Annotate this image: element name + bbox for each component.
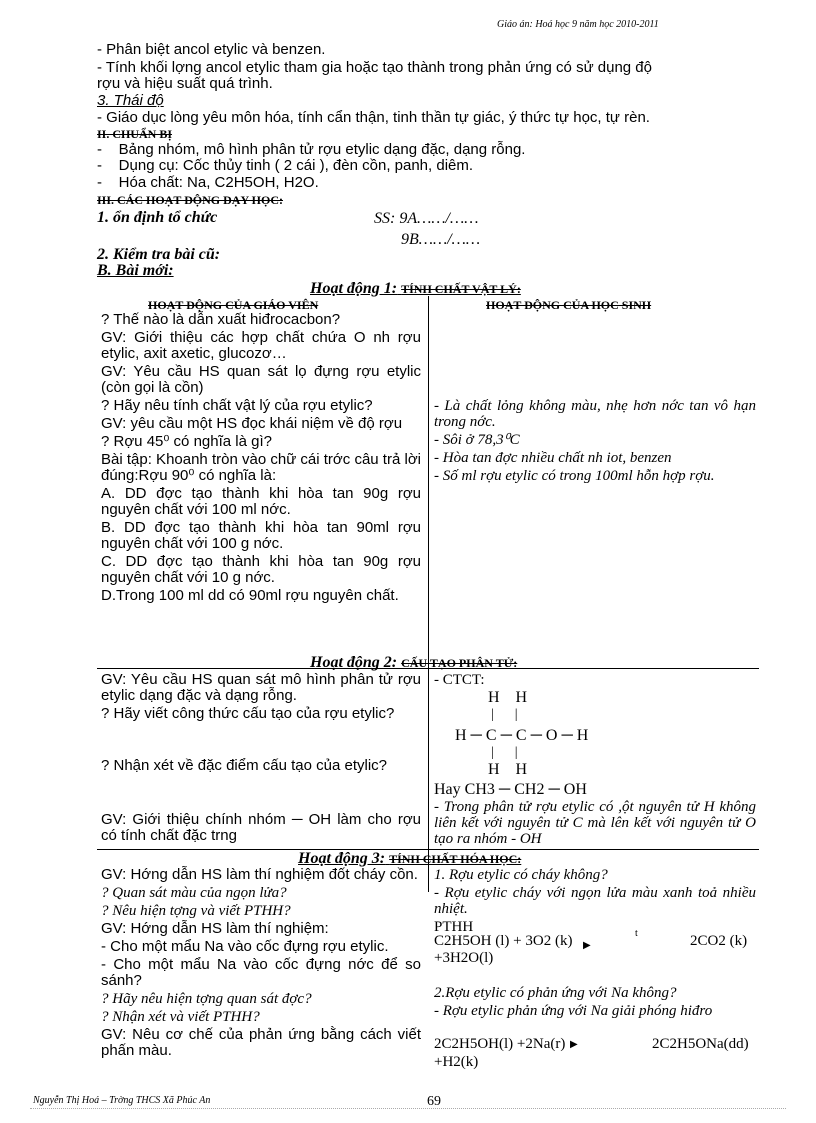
- prep-bullet-1: - Bảng nhóm, mô hình phân tử rợu etylic dạng đặc, dạng rỗng.: [97, 141, 526, 158]
- equation-2-right: 2C2H5ONa(dd): [652, 1036, 749, 1052]
- a3-right-5: - Rợu etylic phản ứng với Na giải phóng hiđro: [434, 1003, 713, 1019]
- a1-left-6: Bài tập: Khoanh tròn vào chữ cái trớc câu trả lời đúng:Rợu 90⁰ có nghĩa là:: [101, 451, 421, 484]
- a1-left-3: ? Hãy nêu tính chất vật lý của rợu etylic?: [101, 397, 373, 414]
- activity-1-label: Hoạt động 1:: [310, 280, 398, 297]
- footer-author: Nguyễn Thị Hoá – Trờng THCS Xã Phúc An: [33, 1095, 211, 1106]
- a1-right-2: - Hòa tan đợc nhiều chất nh iot, benzen: [434, 450, 672, 466]
- heat-symbol: t: [635, 928, 638, 939]
- page-header: Giáo án: Hoá học 9 năm học 2010-2011: [497, 19, 659, 30]
- a2-left-4-wrap: [101, 812, 421, 846]
- a1-left-7: A. DD đợc tạo thành khi hòa tan 90g rợu nguyên chất với 100 ml nớc.: [101, 485, 421, 518]
- activities-title: III. CÁC HOẠT ĐỘNG DẠY HỌC:: [97, 193, 284, 207]
- activity-3-student-column: [434, 867, 756, 937]
- a1-right-1: - Sôi ở 78,3⁰C: [434, 432, 520, 448]
- a2-note-wrap: [434, 799, 756, 849]
- a2-left-1: GV: Yêu cầu HS quan sát mô hình phân tử rợu etylic dạng đặc và dạng rỗng.: [101, 671, 421, 704]
- a2-left-3: ? Nhận xét về đặc điểm cấu tạo của etylic?: [101, 757, 387, 774]
- structural-formula-label: - CTCT:: [434, 672, 485, 688]
- footer-rule: [30, 1108, 786, 1109]
- equation-2-cont: +H2(k): [434, 1054, 479, 1070]
- a3-right-1: 1. Rợu etylic có cháy không?: [434, 867, 608, 883]
- section-b-title: B. Bài mới:: [97, 262, 174, 279]
- attitude-title: 3. Thái độ: [97, 92, 164, 109]
- activity-2-label: Hoạt động 2:: [310, 654, 398, 671]
- prep-item-2: Dụng cụ: Cốc thủy tinh ( 2 cái ), đèn cồn, panh, diêm.: [118, 157, 474, 174]
- class-9a-attendance: SS: 9A……/……: [374, 210, 479, 227]
- activity-1-teacher-column: [101, 312, 421, 606]
- a2-left-2: ? Hãy viết công thức cấu tạo của rợu etylic?: [101, 705, 395, 722]
- prep-item-1: Bảng nhóm, mô hình phân tử rợu etylic dạng đặc, dạng rỗng.: [118, 141, 526, 158]
- a3-left-5: - Cho một mẩu Na vào cốc đựng nớc để so sánh?: [101, 956, 421, 989]
- prep-bullet-2: - Dụng cụ: Cốc thủy tinh ( 2 cái ), đèn cồn, panh, diêm.: [97, 157, 474, 174]
- reaction-arrow-2-icon: ▶: [570, 1039, 578, 1050]
- activity-1-title: [310, 280, 521, 298]
- a1-left-0: ? Thế nào là dẫn xuất hiđrocacbon?: [101, 311, 341, 328]
- table-divider: [428, 296, 429, 892]
- activity-1-caption: TÍNH CHẤT VẬT LÝ:: [401, 282, 521, 296]
- a3-left-2: ? Nêu hiện tợng và viết PTHH?: [101, 903, 291, 919]
- a2-left-3-wrap: [101, 758, 421, 776]
- objective-line-2b: rợu và hiệu suất quá trình.: [97, 75, 273, 92]
- a1-left-5: ? Rợu 45⁰ có nghĩa là gì?: [101, 433, 272, 450]
- equation-1-cont: +3H2O(l): [434, 950, 494, 966]
- page-number: 69: [427, 1094, 441, 1109]
- condensed-formula: Hay CH3 ─ CH2 ─ OH: [434, 781, 587, 798]
- a3-right-3: PTHH: [434, 919, 474, 935]
- a2-left-4: GV: Giới thiệu chính nhóm ─ OH làm cho rợu có tính chất đặc trng: [101, 811, 421, 844]
- a1-left-4: GV: yêu cầu một HS đọc khái niệm về độ rợu: [101, 415, 403, 432]
- a3-right-2: - Rợu etylic cháy với ngọn lửa màu xanh toả nhiều nhiệt.: [434, 885, 756, 917]
- section-2-title: 2. Kiểm tra bài cũ:: [97, 246, 221, 263]
- prep-bullet-3: - Hóa chất: Na, C2H5OH, H2O.: [97, 174, 319, 191]
- activity-2-teacher-column: [101, 672, 421, 724]
- a1-right-0: - Là chất lỏng không màu, nhẹ hơn nớc tan vô hạn trong nớc.: [434, 398, 756, 430]
- bonds-bottom: | |: [491, 745, 518, 760]
- section-1-title: 1. ổn định tổ chức: [97, 209, 218, 226]
- activity-3-teacher-column: [101, 867, 421, 1061]
- activity-2-caption: CẤU TẠO PHÂN TỬ:: [401, 656, 518, 670]
- a1-left-8: B. DD đợc tạo thành khi hòa tan 90ml rợu nguyên chất với 100 g nớc.: [101, 519, 421, 552]
- reaction-arrow-1-icon: ▶: [583, 940, 591, 951]
- a3-left-6: ? Hãy nêu hiện tợng quan sát đợc?: [101, 991, 312, 1007]
- a3-right-4: 2.Rợu etylic có phản ứng với Na không?: [434, 985, 677, 1001]
- prep-title: II. CHUẨN BỊ: [97, 127, 173, 141]
- activity-1-student-column: [434, 398, 756, 486]
- objective-line-1: - Phân biệt ancol etylic và benzen.: [97, 41, 326, 58]
- activity-2-title: [310, 654, 517, 672]
- activity-3-caption: TÍNH CHẤT HÓA HỌC:: [389, 852, 522, 866]
- prep-item-3: Hóa chất: Na, C2H5OH, H2O.: [118, 174, 319, 191]
- a3-left-4: - Cho một mẩu Na vào cốc đựng rợu etylic.: [101, 938, 389, 955]
- a3-left-7: ? Nhận xét và viết PTHH?: [101, 1009, 260, 1025]
- activity-3-label: Hoạt động 3:: [298, 850, 386, 867]
- a3-left-0: GV: Hớng dẫn HS làm thí nghiệm đốt cháy cồn.: [101, 866, 418, 883]
- equation-2-left: 2C2H5OH(l) +2Na(r): [434, 1036, 566, 1052]
- h-atoms-bottom: H H: [488, 761, 528, 778]
- a3-right-4-wrap: [434, 985, 756, 1021]
- a1-right-3: - Số ml rợu etylic có trong 100ml hỗn hợp rợu.: [434, 468, 715, 484]
- equation-1-right: 2CO2 (k): [690, 933, 748, 949]
- student-column-header: HOẠT ĐỘNG CỦA HỌC SINH: [486, 298, 652, 312]
- bonds-top: | |: [491, 707, 518, 722]
- a1-left-10: D.Trong 100 ml dd có 90ml rợu nguyên chất.: [101, 587, 399, 604]
- attitude-text: - Giáo dục lòng yêu môn hóa, tính cẩn thận, tinh thần tự giác, ý thức tự học, tự rèn.: [97, 109, 650, 126]
- a1-left-2: GV: Yêu cầu HS quan sát lọ đựng rợu etylic (còn gọi là cồn): [101, 363, 421, 396]
- carbon-chain: H ─ C ─ C ─ O ─ H: [455, 727, 589, 744]
- teacher-column-header: HOẠT ĐỘNG CỦA GIÁO VIÊN: [148, 298, 319, 312]
- a3-left-3: GV: Hớng dẫn HS làm thí nghiệm:: [101, 920, 329, 937]
- a3-left-1: ? Quan sát màu của ngọn lửa?: [101, 885, 287, 901]
- a2-note: - Trong phân tử rợu etylic có ,ột nguyên tử H không liên kết với nguyên tử C mà lên kết với nguyên tử O tạo ra nhóm - OH: [434, 799, 756, 847]
- h-atoms-top: H H: [488, 689, 528, 706]
- class-9b-attendance: 9B……/……: [401, 231, 481, 248]
- a3-left-8: GV: Nêu cơ chế của phản ứng bằng cách viết phấn màu.: [101, 1026, 421, 1059]
- a1-left-1: GV: Giới thiệu các hợp chất chứa O nh rợu etylic, axit axetic, glucozơ…: [101, 329, 421, 362]
- equation-1-left: C2H5OH (l) + 3O2 (k): [434, 933, 573, 949]
- objective-line-2a: - Tính khối lợng ancol etylic tham gia hoặc tạo thành trong phản ứng có sử dụng độ: [97, 59, 652, 76]
- a1-left-9: C. DD đợc tạo thành khi hòa tan 90g rợu nguyên chất với 10 g nớc.: [101, 553, 421, 586]
